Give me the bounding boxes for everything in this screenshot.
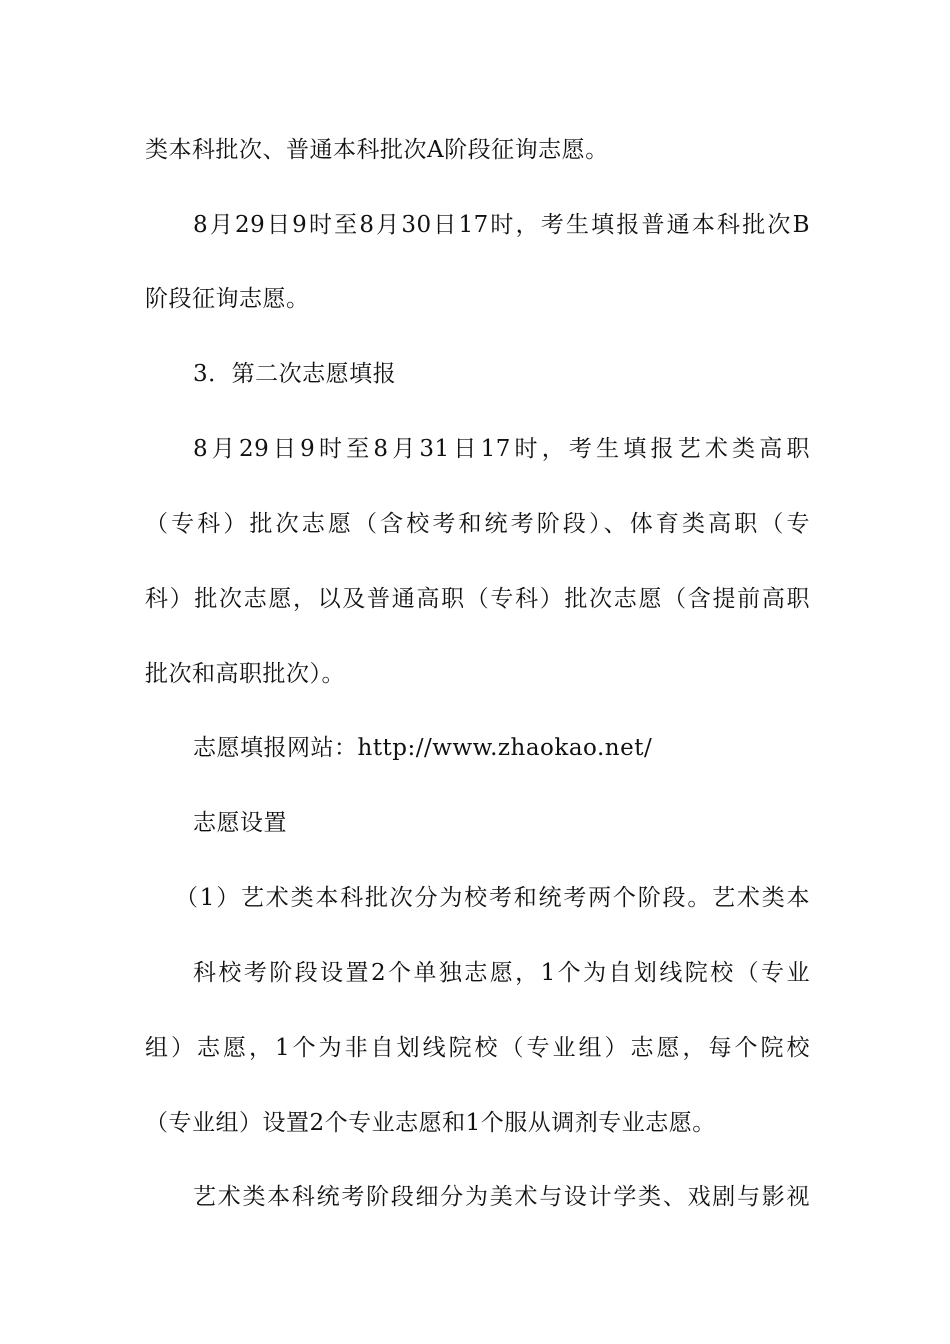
text-line-7: 科）批次志愿，以及普通高职（专科）批次志愿（含提前高职 (145, 586, 810, 612)
website-line: 志愿填报网站：http://www.zhaokao.net/ (193, 735, 653, 761)
text-line-5: 8月29日9时至8月31日17时，考生填报艺术类高职 (193, 436, 810, 462)
text-line-11: （1）艺术类本科批次分为校考和统考两个阶段。艺术类本 (175, 885, 810, 911)
text-line-1: 类本科批次、普通本科批次A阶段征询志愿。 (145, 137, 609, 163)
text-line-6: （专科）批次志愿（含校考和统考阶段）、体育类高职（专 (145, 511, 810, 537)
text-line-12: 科校考阶段设置2个单独志愿，1个为自划线院校（专业 (193, 960, 810, 986)
text-line-3: 阶段征询志愿。 (145, 286, 310, 312)
text-line-13: 组）志愿，1个为非自划线院校（专业组）志愿，每个院校 (145, 1035, 810, 1061)
text-line-14: （专业组）设置2个专业志愿和1个服从调剂专业志愿。 (145, 1110, 716, 1136)
subheading-volunteer-settings: 志愿设置 (193, 810, 287, 836)
section-heading: 3．第二次志愿填报 (193, 361, 397, 387)
text-line-15: 艺术类本科统考阶段细分为美术与设计学类、戏剧与影视 (193, 1184, 810, 1210)
text-line-2: 8月29日9时至8月30日17时，考生填报普通本科批次B (193, 212, 810, 238)
text-line-8: 批次和高职批次）。 (145, 661, 345, 687)
